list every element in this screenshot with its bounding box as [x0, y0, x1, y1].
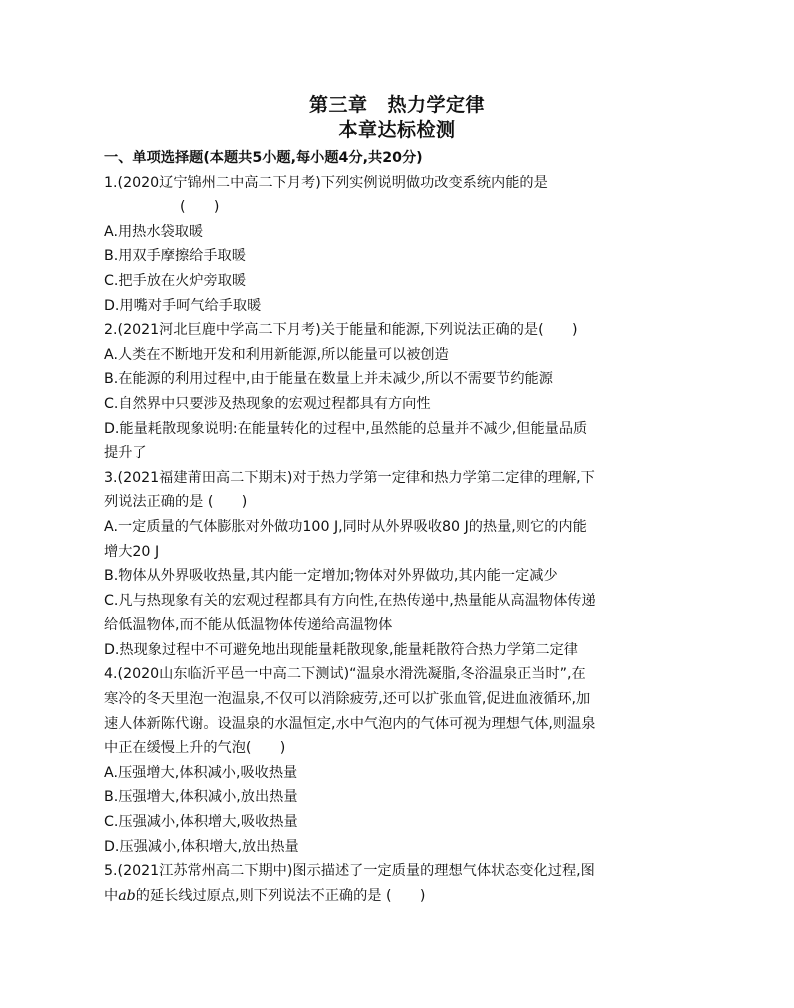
- question-3-option-a-line2: 增大20 J: [104, 543, 160, 560]
- question-1-answer-paren: ( ): [180, 199, 220, 216]
- question-3-option-b: B.物体从外界吸收热量,其内能一定增加;物体对外界做功,其内能一定减少: [104, 568, 558, 585]
- chapter-number: 第三章: [308, 94, 368, 116]
- question-4-stem-line1: 4.(2020山东临沂平邑一中高二下测试)“温泉水滑洗凝脂,冬浴温泉正当时”,在: [104, 666, 586, 683]
- question-3-option-c-line1: C.凡与热现象有关的宏观过程都具有方向性,在热传递中,热量能从高温物体传递: [104, 592, 596, 609]
- question-4-option-c: C.压强减小,体积增大,吸收热量: [104, 814, 298, 831]
- question-4-stem-line4: 中正在缓慢上升的气泡( ): [104, 740, 286, 757]
- question-3-option-a-line1: A.一定质量的气体膨胀对外做功100 J,同时从外界吸收80 J的热量,则它的内能: [104, 518, 587, 535]
- question-3-option-d: D.热现象过程中不可避免地出现能量耗散现象,能量耗散符合热力学第二定律: [104, 641, 578, 658]
- question-5-stem-pre: 中: [104, 887, 119, 904]
- segment-ab-label: ab: [118, 887, 136, 904]
- question-2-option-c: C.自然界中只要涉及热现象的宏观过程都具有方向性: [104, 395, 431, 412]
- question-1-stem: 1.(2020辽宁锦州二中高二下月考)下列实例说明做功改变系统内能的是: [104, 174, 548, 191]
- question-4-option-a: A.压强增大,体积减小,吸收热量: [104, 764, 298, 781]
- question-4-stem-line2: 寒冷的冬天里泡一泡温泉,不仅可以消除疲劳,还可以扩张血管,促进血液循环,加: [104, 691, 591, 708]
- question-5-stem-line1: 5.(2021江苏常州高二下期中)图示描述了一定质量的理想气体状态变化过程,图: [104, 863, 595, 880]
- question-5-stem-post: 的延长线过原点,则下列说法不正确的是 ( ): [135, 887, 426, 904]
- chapter-heading: [0, 90, 794, 117]
- question-3-option-c-line2: 给低温物体,而不能从低温物体传递给高温物体: [104, 617, 393, 634]
- question-3-stem-line2: 列说法正确的是 ( ): [104, 494, 248, 511]
- section-heading: 一、单项选择题(本题共5小题,每小题4分,共20分): [104, 150, 423, 166]
- question-4-option-b: B.压强增大,体积减小,放出热量: [104, 789, 298, 806]
- question-1-option-d: D.用嘴对手呵气给手取暖: [104, 297, 262, 314]
- question-5-stem-line2: [104, 884, 694, 909]
- question-1-option-a: A.用热水袋取暖: [104, 223, 204, 240]
- question-2-option-a: A.人类在不断地开发和利用新能源,所以能量可以被创造: [104, 346, 449, 363]
- question-4-option-d: D.压强减小,体积增大,放出热量: [104, 838, 299, 855]
- chapter-title: 热力学定律: [387, 94, 486, 116]
- question-2-option-d-line1: D.能量耗散现象说明:在能量转化的过程中,虽然能的总量并不减少,但能量品质: [104, 420, 588, 437]
- question-content: [104, 146, 694, 908]
- page-subtitle: 本章达标检测: [338, 119, 456, 141]
- question-3-stem-line1: 3.(2021福建莆田高二下期末)对于热力学第一定律和热力学第二定律的理解,下: [104, 469, 595, 486]
- question-1-option-b: B.用双手摩擦给手取暖: [104, 248, 246, 265]
- question-4-stem-line3: 速人体新陈代谢。设温泉的水温恒定,水中气泡内的气体可视为理想气体,则温泉: [104, 715, 596, 732]
- question-2-stem: 2.(2021河北巨鹿中学高二下月考)关于能量和能源,下列说法正确的是( ): [104, 322, 578, 339]
- question-2-option-b: B.在能源的利用过程中,由于能量在数量上并未减少,所以不需要节约能源: [104, 371, 553, 388]
- question-2-option-d-line2: 提升了: [104, 445, 147, 462]
- question-1-option-c: C.把手放在火炉旁取暖: [104, 272, 247, 289]
